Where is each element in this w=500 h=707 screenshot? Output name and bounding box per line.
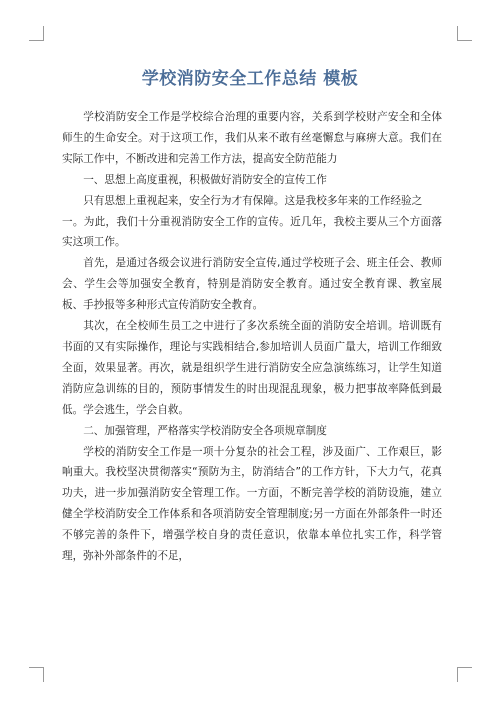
paragraph-intro: 学校消防安全工作是学校综合治理的重要内容，关系到学校财产安全和全体师生的生命安全。对于这项工作，我们从来不敢有丝毫懈怠与麻痹大意。我们在实际工作中，不断改进和完善工作方法，提高安全防范能力 [62, 111, 442, 165]
crop-mark-bottom-left [29, 667, 44, 682]
crop-mark-bottom-right [457, 667, 472, 682]
paragraph-first: 首先，是通过各级会议进行消防安全宣传,通过学校班子会、班主任会、教师会、学生会等加强安全教育，特别是消防安全教育。通过安全教育课、教室展板、手抄报等多种形式宣传消防安全教育。 [62, 257, 442, 312]
paragraph-management: 学校的消防安全工作是一项十分复杂的社会工程，涉及面广、工作艰巨，影响重大。我校坚决贯彻落实“预防为主，防消结合”的工作方针，下大力气，花真功夫，进一步加强消防安全管理工作。一方面，不断完善学校的消防设施，建立健全学校消防安全工作体系和各项消防安全管理制度;另一方面在外部条件一时还不够完善的条件下，增强学校自身的责任意识，依靠本单位扎实工作，科学管理，弥补外部条件的不足， [62, 445, 442, 563]
document-body [62, 107, 442, 567]
heading-section-2: 二、加强管理，严格落实学校消防安全各项规章制度 [83, 424, 327, 437]
paragraph-second: 其次，在全校师生员工之中进行了多次系统全面的消防安全培训。培训既有书面的又有实际操作，理论与实践相结合,参加培训人员面广量大，培训工作细致全面，效果显著。再次，就是组织学生进行消防安全应急演练练习，让学生知道消防应急训练的目的，预防事情发生的时出现混乱现象，极力把事故率降低到最低。学会逃生，学会自救。 [62, 320, 442, 416]
heading-section-1: 一、思想上高度重视，积极做好消防安全的宣传工作 [83, 173, 327, 186]
crop-mark-top-right [457, 26, 472, 41]
paragraph-awareness: 只有思想上重视起来，安全行为才有保障。这是我校多年来的工作经验之 [83, 194, 423, 207]
document-title: 学校消防安全工作总结 模板 [141, 69, 359, 89]
crop-mark-top-left [29, 26, 44, 41]
paragraph-publicity: 一。为此，我们十分重视消防安全工作的宣传。近几年，我校主要从三个方面落实这项工作。 [62, 215, 442, 249]
